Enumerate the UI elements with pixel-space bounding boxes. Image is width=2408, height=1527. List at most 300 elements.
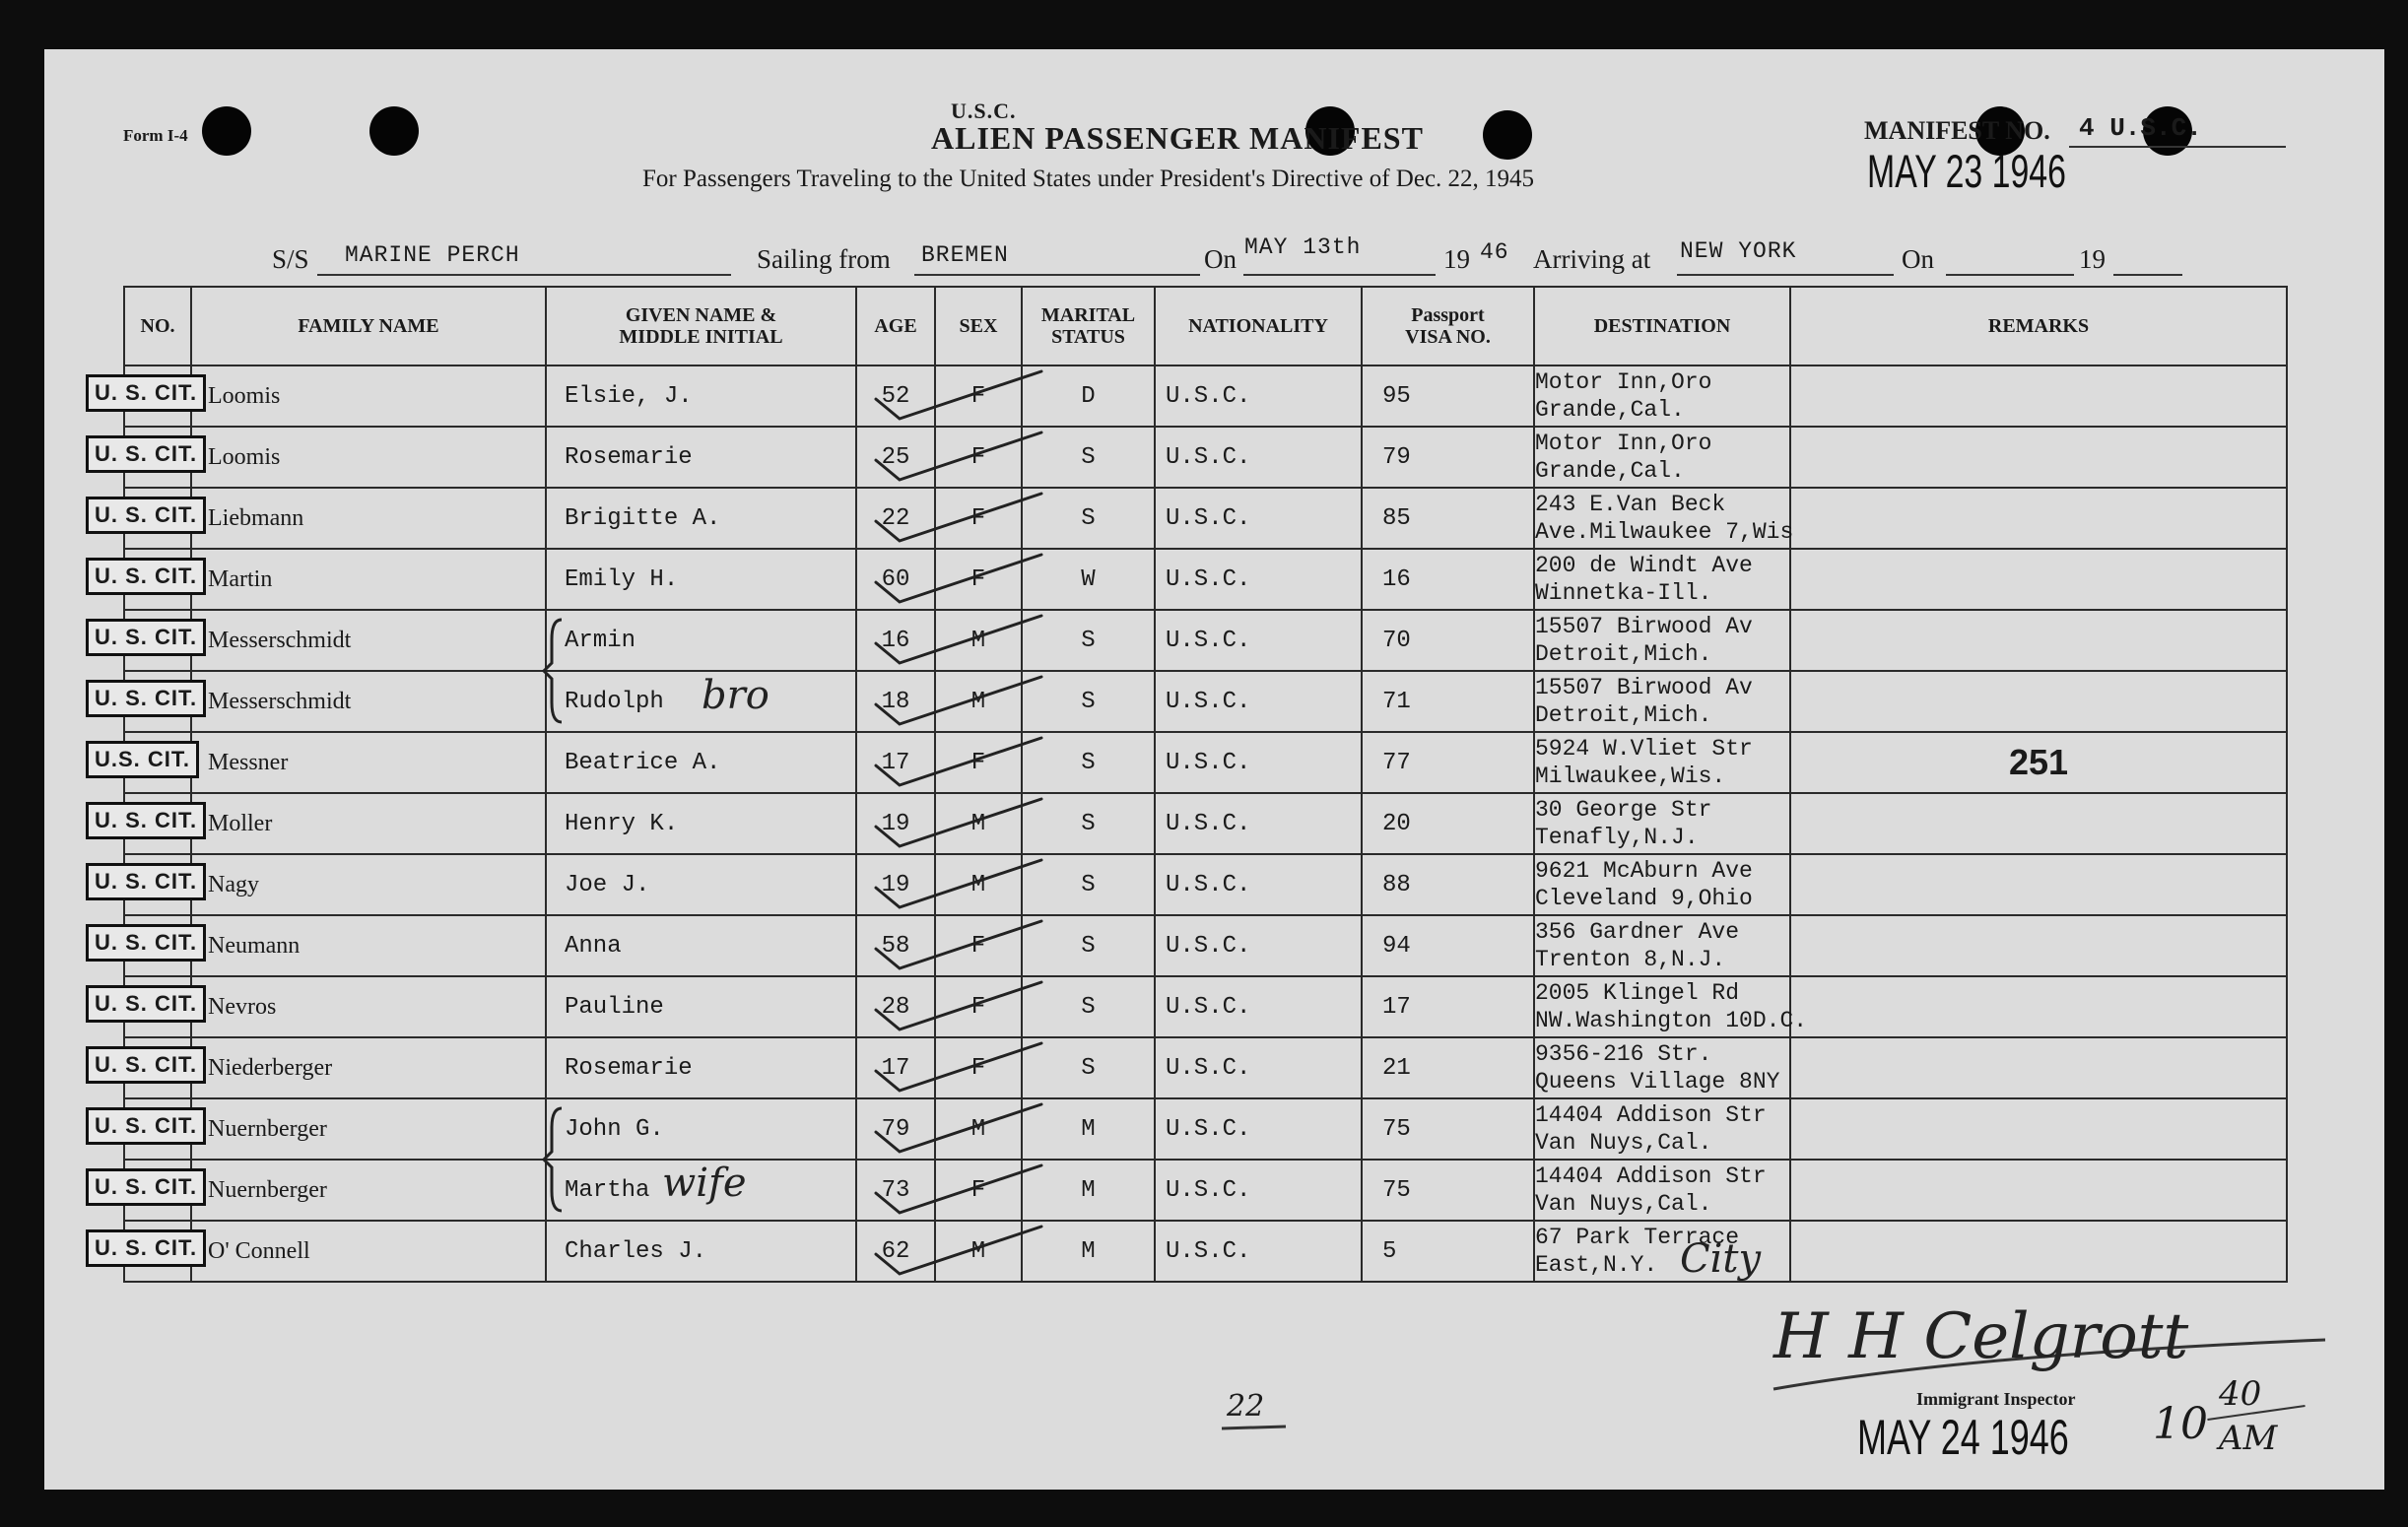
given-name-cell	[546, 793, 856, 854]
us-citizen-stamp: U. S. CIT.	[86, 1046, 206, 1084]
row-number-stamp-cell	[95, 1221, 198, 1282]
age-cell	[856, 1098, 935, 1160]
sex: M	[970, 628, 986, 654]
passport-no-cell	[1362, 427, 1534, 488]
family-name-cell	[191, 1037, 546, 1098]
marital-status-cell	[1022, 427, 1155, 488]
table-row	[124, 854, 2287, 915]
row-number-stamp-cell	[95, 915, 198, 976]
destination-line: Trenton 8,N.J.	[1535, 947, 1726, 972]
marital-status-cell	[1022, 671, 1155, 732]
given-name: Henry K.	[565, 811, 679, 837]
table-row	[124, 1160, 2287, 1221]
remarks-cell	[1790, 1221, 2287, 1282]
row-number-stamp-cell	[95, 427, 198, 488]
passport-no-cell	[1362, 854, 1534, 915]
remarks-cell	[1790, 1160, 2287, 1221]
nationality: U.S.C.	[1166, 505, 1251, 532]
on2-underline	[1946, 274, 2074, 276]
marital-status-cell	[1022, 915, 1155, 976]
us-citizen-stamp: U. S. CIT.	[86, 680, 206, 717]
nationality-cell	[1155, 488, 1362, 549]
remarks-cell	[1790, 427, 2287, 488]
marital-status-cell	[1022, 976, 1155, 1037]
table-row	[124, 610, 2287, 671]
destination-line: Queens Village 8NY	[1535, 1069, 1780, 1095]
us-citizen-stamp: U. S. CIT.	[86, 374, 206, 412]
destination-line: 30 George Str	[1535, 797, 1712, 823]
age-cell	[856, 671, 935, 732]
destination-line: Milwaukee,Wis.	[1535, 764, 1726, 789]
family-name: Messerschmidt	[208, 627, 352, 653]
marital-status-cell	[1022, 732, 1155, 793]
given-name: Rosemarie	[565, 444, 693, 471]
sex-cell	[935, 793, 1022, 854]
sex-cell	[935, 1037, 1022, 1098]
passport-no: 94	[1382, 933, 1411, 960]
passport-no: 88	[1382, 872, 1411, 898]
us-citizen-stamp: U. S. CIT.	[86, 619, 206, 656]
family-name: Niederberger	[208, 1054, 333, 1081]
sex-cell	[935, 365, 1022, 427]
marital-status-cell	[1022, 793, 1155, 854]
form-title: ALIEN PASSENGER MANIFEST	[931, 120, 1424, 156]
header-family-name: FAMILY NAME	[191, 287, 546, 365]
passport-no-cell	[1362, 1160, 1534, 1221]
us-citizen-stamp: U. S. CIT.	[86, 558, 206, 595]
table-row	[124, 793, 2287, 854]
family-name: Neumann	[208, 932, 301, 959]
nationality-cell	[1155, 610, 1362, 671]
passport-no: 85	[1382, 505, 1411, 532]
nationality-cell	[1155, 365, 1362, 427]
age: 16	[881, 628, 910, 654]
sex: F	[970, 383, 986, 410]
age: 17	[881, 1055, 910, 1082]
nationality-cell	[1155, 1037, 1362, 1098]
destination-line: Motor Inn,Oro	[1535, 431, 1712, 456]
arriving-underline	[1677, 274, 1894, 276]
age-cell	[856, 549, 935, 610]
table-row	[124, 549, 2287, 610]
sailing-from-value: BREMEN	[921, 242, 1009, 268]
given-name: Beatrice A.	[565, 750, 721, 776]
remarks-cell	[1790, 610, 2287, 671]
sex: M	[970, 1238, 986, 1265]
sex-cell	[935, 1098, 1022, 1160]
destination-line: Grande,Cal.	[1535, 458, 1685, 484]
row-number-stamp-cell	[95, 1160, 198, 1221]
destination-line: 243 E.Van Beck	[1535, 492, 1726, 517]
given-name-cell	[546, 915, 856, 976]
header-passport-no: Passport VISA NO.	[1362, 287, 1534, 365]
destination-cell	[1534, 427, 1790, 488]
sex-cell	[935, 671, 1022, 732]
sex-cell	[935, 915, 1022, 976]
family-name: O' Connell	[208, 1237, 310, 1264]
age-cell	[856, 793, 935, 854]
passport-no-cell	[1362, 610, 1534, 671]
age-cell	[856, 732, 935, 793]
sex: F	[970, 566, 986, 593]
destination-line: 9621 McAburn Ave	[1535, 858, 1753, 884]
passenger-table	[95, 286, 2288, 1283]
us-citizen-stamp: U. S. CIT.	[86, 863, 206, 900]
passport-no: 79	[1382, 444, 1411, 471]
given-name-cell	[546, 365, 856, 427]
destination-cell	[1534, 1160, 1790, 1221]
sex-cell	[935, 1160, 1022, 1221]
remarks-cell	[1790, 732, 2287, 793]
annotation-wife: wife	[662, 1161, 747, 1206]
passport-no: 95	[1382, 383, 1411, 410]
age-cell	[856, 1160, 935, 1221]
passport-no-cell	[1362, 488, 1534, 549]
marital-status-cell	[1022, 488, 1155, 549]
marital-status: M	[1081, 1177, 1096, 1204]
passport-no-cell	[1362, 1037, 1534, 1098]
family-name: Messner	[208, 749, 289, 775]
row-number-stamp-cell	[95, 1098, 198, 1160]
family-name-cell	[191, 854, 546, 915]
sex: M	[970, 689, 986, 715]
nationality: U.S.C.	[1166, 811, 1251, 837]
row-number-stamp-cell	[95, 732, 191, 793]
destination-line: 200 de Windt Ave	[1535, 553, 1753, 578]
marital-status-cell	[1022, 1037, 1155, 1098]
header-nationality: NATIONALITY	[1155, 287, 1362, 365]
given-name-cell	[546, 549, 856, 610]
us-citizen-stamp: U. S. CIT.	[86, 1229, 206, 1267]
destination-cell	[1534, 854, 1790, 915]
family-name-cell	[191, 1160, 546, 1221]
nationality-cell	[1155, 1160, 1362, 1221]
marital-status-cell	[1022, 1160, 1155, 1221]
given-name: Armin	[565, 628, 636, 654]
nationality-cell	[1155, 1221, 1362, 1282]
table-header-row	[124, 287, 2287, 365]
nationality-cell	[1155, 976, 1362, 1037]
destination-cell	[1534, 915, 1790, 976]
remarks-cell	[1790, 915, 2287, 976]
destination-cell	[1534, 732, 1790, 793]
marital-status: S	[1081, 811, 1096, 837]
passport-no: 77	[1382, 750, 1411, 776]
destination-line: Tenafly,N.J.	[1535, 825, 1699, 850]
row-number-stamp-cell	[95, 671, 198, 732]
age: 60	[881, 566, 910, 593]
destination-cell	[1534, 488, 1794, 549]
passport-no: 17	[1382, 994, 1411, 1021]
us-citizen-stamp: U. S. CIT.	[86, 924, 206, 962]
family-name: Liebmann	[208, 504, 304, 531]
age: 79	[881, 1116, 910, 1143]
destination-cell	[1534, 976, 1808, 1037]
sex-cell	[935, 854, 1022, 915]
arriving-label: Arriving at	[1533, 244, 1651, 274]
table-row	[124, 488, 2287, 549]
destination-line: 9356-216 Str.	[1535, 1041, 1712, 1067]
year-prefix: 19	[1443, 244, 1470, 274]
row-number-stamp-cell	[95, 793, 198, 854]
us-citizen-stamp: U. S. CIT.	[86, 497, 206, 534]
age-cell	[856, 915, 935, 976]
ship-underline	[317, 274, 731, 276]
given-name-cell	[546, 427, 856, 488]
given-name: Brigitte A.	[565, 505, 721, 532]
destination-line: 67 Park Terrace	[1535, 1225, 1740, 1250]
punch-hole	[1483, 110, 1532, 160]
sex-cell	[935, 1221, 1022, 1282]
punch-hole	[369, 106, 419, 156]
age: 58	[881, 933, 910, 960]
marital-status-cell	[1022, 854, 1155, 915]
given-name: Rosemarie	[565, 1055, 693, 1082]
nationality-cell	[1155, 854, 1362, 915]
destination-line: NW.Washington 10D.C.	[1535, 1008, 1808, 1033]
destination-cell	[1534, 365, 1790, 427]
marital-status: D	[1081, 383, 1096, 410]
form-number: Form I-4	[123, 126, 188, 145]
remarks-cell	[1790, 549, 2287, 610]
destination-cell	[1534, 1098, 1790, 1160]
table-row	[124, 427, 2287, 488]
age-cell	[856, 488, 935, 549]
family-name-cell	[191, 1221, 546, 1282]
nationality: U.S.C.	[1166, 994, 1251, 1021]
destination-line: 356 Gardner Ave	[1535, 919, 1740, 945]
time-hour: 10	[2153, 1399, 2208, 1449]
nationality: U.S.C.	[1166, 383, 1251, 410]
destination-cell	[1534, 671, 1790, 732]
given-name: Martha	[565, 1177, 650, 1204]
family-name: Loomis	[208, 382, 281, 409]
marital-status-cell	[1022, 549, 1155, 610]
sailing-label: Sailing from	[757, 244, 891, 274]
remarks-cell	[1790, 793, 2287, 854]
nationality-cell	[1155, 549, 1362, 610]
marital-status: S	[1081, 689, 1096, 715]
nationality-cell	[1155, 1098, 1362, 1160]
destination-line: Grande,Cal.	[1535, 397, 1685, 423]
header-no: NO.	[124, 287, 191, 365]
destination-cell	[1534, 1037, 1790, 1098]
table-row	[124, 915, 2287, 976]
passport-no-cell	[1362, 671, 1534, 732]
year2-prefix: 19	[2079, 244, 2106, 274]
nationality-cell	[1155, 732, 1362, 793]
on2-label: On	[1902, 244, 1934, 274]
marital-status: S	[1081, 750, 1096, 776]
age: 28	[881, 994, 910, 1021]
family-name-cell	[191, 365, 546, 427]
given-name: Joe J.	[565, 872, 650, 898]
family-name-cell	[191, 976, 546, 1037]
page-mark: 22	[1227, 1389, 1265, 1424]
marital-status: S	[1081, 1055, 1096, 1082]
age-cell	[856, 365, 935, 427]
age-cell	[856, 854, 935, 915]
passport-no: 75	[1382, 1116, 1411, 1143]
given-name: Rudolph	[565, 689, 664, 715]
sex-cell	[935, 427, 1022, 488]
given-name: Anna	[565, 933, 622, 960]
departure-year: 46	[1480, 239, 1509, 265]
nationality: U.S.C.	[1166, 689, 1251, 715]
sex: M	[970, 1116, 986, 1143]
table-row	[124, 976, 2287, 1037]
nationality: U.S.C.	[1166, 1238, 1251, 1265]
sex: F	[970, 444, 986, 471]
passport-no-cell	[1362, 976, 1534, 1037]
table-row	[124, 365, 2287, 427]
family-name-cell	[191, 549, 546, 610]
passport-no-cell	[1362, 549, 1534, 610]
age-cell	[856, 976, 935, 1037]
us-citizen-stamp: U. S. CIT.	[86, 1168, 206, 1206]
table-row	[124, 671, 2287, 732]
age: 73	[881, 1177, 910, 1204]
age-cell	[856, 1221, 935, 1282]
sailing-underline	[914, 274, 1200, 276]
row-number-stamp-cell	[95, 488, 198, 549]
departure-date: MAY 13th	[1244, 234, 1362, 260]
inspector-label: Immigrant Inspector	[1916, 1389, 2076, 1409]
family-name-cell	[191, 610, 546, 671]
arrival-date-stamp: MAY 23 1946	[1867, 145, 2066, 197]
us-citizen-stamp: U. S. CIT.	[86, 802, 206, 839]
passport-no: 5	[1382, 1238, 1397, 1265]
marital-status: S	[1081, 933, 1096, 960]
table-row	[124, 732, 2287, 793]
passport-no-cell	[1362, 732, 1534, 793]
marital-status-cell	[1022, 610, 1155, 671]
family-name: Messerschmidt	[208, 688, 352, 714]
sex: F	[970, 750, 986, 776]
nationality: U.S.C.	[1166, 750, 1251, 776]
family-name: Loomis	[208, 443, 281, 470]
header-sex: SEX	[935, 287, 1022, 365]
row-number-stamp-cell	[95, 976, 198, 1037]
given-name-cell	[546, 1037, 856, 1098]
passport-no: 16	[1382, 566, 1411, 593]
on-underline	[1243, 274, 1436, 276]
row-number-stamp-cell	[95, 549, 198, 610]
given-name-cell	[546, 1098, 856, 1160]
given-name: Emily H.	[565, 566, 679, 593]
destination-line: Ave.Milwaukee 7,Wis	[1535, 519, 1794, 545]
sex: M	[970, 811, 986, 837]
us-citizen-stamp: U. S. CIT.	[86, 1107, 206, 1145]
given-name: John G.	[565, 1116, 664, 1143]
passport-no-cell	[1362, 793, 1534, 854]
manifest-no-label: MANIFEST NO.	[1864, 116, 2050, 145]
passport-no: 70	[1382, 628, 1411, 654]
ship-name: MARINE PERCH	[345, 242, 520, 268]
family-name-cell	[191, 915, 546, 976]
remarks-cell	[1790, 854, 2287, 915]
given-name-cell	[546, 1221, 856, 1282]
remarks-cell	[1790, 1037, 2287, 1098]
us-citizen-stamp: U. S. CIT.	[86, 985, 206, 1023]
header-destination: DESTINATION	[1534, 287, 1790, 365]
sex-cell	[935, 732, 1022, 793]
nationality-cell	[1155, 427, 1362, 488]
remarks-cell	[1790, 488, 2287, 549]
given-name: Charles J.	[565, 1238, 707, 1265]
row-number-stamp-cell	[95, 1037, 198, 1098]
age: 25	[881, 444, 910, 471]
given-name-cell	[546, 854, 856, 915]
time-ampm: AM	[2219, 1419, 2278, 1458]
inspection-date-stamp: MAY 24 1946	[1857, 1410, 2069, 1465]
destination-line: 15507 Birwood Av	[1535, 614, 1753, 639]
usc-header: U.S.C.	[951, 99, 1017, 123]
family-name-cell	[191, 793, 546, 854]
sex-cell	[935, 488, 1022, 549]
manifest-no-value: 4 U.S.C.	[2079, 113, 2202, 143]
destination-line: 2005 Klingel Rd	[1535, 980, 1740, 1006]
age: 18	[881, 689, 910, 715]
age: 62	[881, 1238, 910, 1265]
nationality-cell	[1155, 793, 1362, 854]
family-name-cell	[191, 671, 546, 732]
nationality: U.S.C.	[1166, 1116, 1251, 1143]
given-name: Elsie, J.	[565, 383, 693, 410]
destination-line: East,N.Y.	[1535, 1252, 1658, 1278]
marital-status: S	[1081, 994, 1096, 1021]
nationality: U.S.C.	[1166, 933, 1251, 960]
destination-line: Winnetka-Ill.	[1535, 580, 1712, 606]
row-number-stamp-cell	[95, 610, 198, 671]
destination-line: 14404 Addison Str	[1535, 1102, 1767, 1128]
sex: F	[970, 994, 986, 1021]
annotation-city: City	[1680, 1236, 1762, 1282]
remarks: 251	[2008, 742, 2069, 782]
sex: M	[970, 872, 986, 898]
family-name: Nuernberger	[208, 1115, 327, 1142]
destination-line: Cleveland 9,Ohio	[1535, 886, 1753, 911]
us-citizen-stamp: U. S. CIT.	[86, 435, 206, 473]
marital-status-cell	[1022, 1221, 1155, 1282]
remarks-cell	[1790, 1098, 2287, 1160]
nationality: U.S.C.	[1166, 1177, 1251, 1204]
nationality: U.S.C.	[1166, 628, 1251, 654]
arriving-value: NEW YORK	[1680, 238, 1797, 264]
header-given-name: GIVEN NAME & MIDDLE INITIAL	[546, 287, 856, 365]
marital-status: M	[1081, 1238, 1096, 1265]
nationality: U.S.C.	[1166, 1055, 1251, 1082]
marital-status-cell	[1022, 1098, 1155, 1160]
family-name: Nagy	[208, 871, 259, 897]
nationality-cell	[1155, 915, 1362, 976]
given-name-cell	[546, 610, 856, 671]
passport-no: 20	[1382, 811, 1411, 837]
sex: F	[970, 933, 986, 960]
destination-line: Van Nuys,Cal.	[1535, 1130, 1712, 1156]
marital-status: S	[1081, 628, 1096, 654]
age: 17	[881, 750, 910, 776]
destination-line: 14404 Addison Str	[1535, 1163, 1767, 1189]
passport-no-cell	[1362, 1221, 1534, 1282]
passport-no-cell	[1362, 915, 1534, 976]
nationality: U.S.C.	[1166, 872, 1251, 898]
table-row	[124, 1098, 2287, 1160]
destination-cell	[1534, 793, 1790, 854]
destination-line: 5924 W.Vliet Str	[1535, 736, 1753, 762]
age-cell	[856, 1037, 935, 1098]
year2-underline	[2113, 274, 2182, 276]
